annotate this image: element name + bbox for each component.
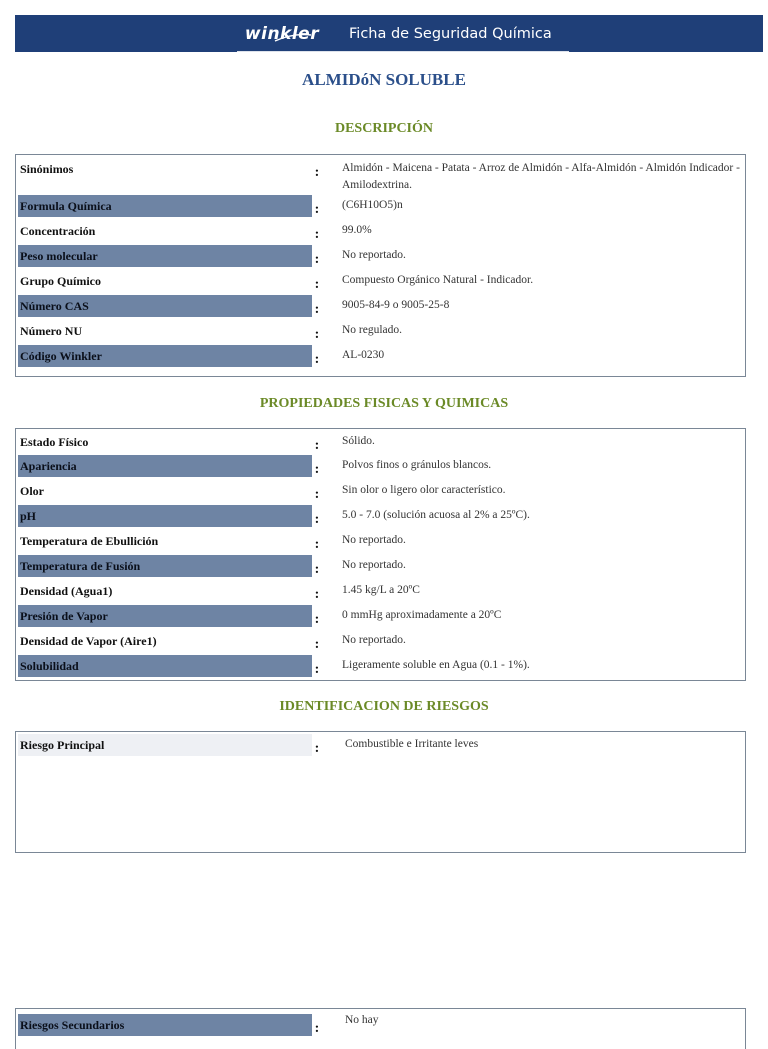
row-colon: : — [314, 487, 320, 502]
row-colon: : — [314, 327, 320, 342]
row-value: AL-0230 — [342, 349, 385, 361]
row-colon: : — [314, 302, 320, 317]
row-value: 1.45 kg/L a 20ºC — [342, 584, 420, 596]
propiedades-table — [15, 428, 746, 681]
row-value: Almidón - Maicena - Patata - Arroz de Almidón - Alfa-Almidón - Almidón Indicador - Amilodextrina. — [342, 162, 740, 191]
row-label: pH — [18, 505, 312, 527]
row-value: Sin olor o ligero olor característico. — [342, 484, 506, 496]
row-label: Temperatura de Ebullición — [20, 534, 159, 548]
row-label: Presión de Vapor — [18, 605, 312, 627]
row-label: Solubilidad — [18, 655, 312, 677]
row-label: Riesgo Principal — [18, 734, 312, 756]
section-title-descripcion: DESCRIPCIÓN — [334, 121, 433, 136]
table-row — [17, 1014, 744, 1037]
row-colon: : — [314, 227, 320, 242]
row-value: 0 mmHg aproximadamente a 20ºC — [342, 609, 502, 621]
table-row — [17, 555, 744, 578]
row-colon: : — [314, 562, 320, 577]
row-colon: : — [314, 165, 320, 180]
row-colon: : — [314, 352, 320, 367]
table-row — [17, 480, 744, 503]
row-label: Riesgos Secundarios — [18, 1014, 312, 1036]
table-row — [17, 505, 744, 528]
row-label: Apariencia — [18, 455, 312, 477]
row-colon: : — [314, 1021, 320, 1036]
row-value: Ligeramente soluble en Agua (0.1 - 1%). — [342, 659, 530, 671]
header-underline — [237, 51, 569, 53]
riesgos-secundarios-box — [15, 1008, 746, 1049]
row-colon: : — [314, 587, 320, 602]
row-label: Sinónimos — [20, 162, 74, 176]
row-colon: : — [314, 741, 320, 756]
row-label: Código Winkler — [18, 345, 312, 367]
table-row — [17, 580, 744, 603]
row-value: No reportado. — [342, 534, 406, 546]
row-value: No regulado. — [342, 324, 403, 336]
row-label: Densidad (Agua1) — [20, 584, 113, 598]
document-title: ALMIDóN SOLUBLE — [302, 70, 466, 89]
row-label: Formula Química — [18, 195, 312, 217]
winkler-logo: winkler — [244, 24, 320, 44]
row-label: Peso molecular — [18, 245, 312, 267]
row-colon: : — [314, 252, 320, 267]
row-value: Polvos finos o gránulos blancos. — [342, 459, 492, 471]
row-label: Número CAS — [18, 295, 312, 317]
row-colon: : — [314, 537, 320, 552]
row-label: Concentración — [20, 224, 96, 238]
table-row — [17, 345, 744, 368]
header-bar — [15, 15, 763, 52]
table-row — [17, 295, 744, 318]
row-colon: : — [314, 438, 320, 453]
row-colon: : — [314, 202, 320, 217]
row-label: Olor — [20, 484, 44, 498]
section-title-riesgos: IDENTIFICACION DE RIESGOS — [279, 699, 489, 714]
riesgo-principal-box — [15, 731, 746, 853]
table-row — [17, 431, 744, 454]
row-value: 9005-84-9 o 9005-25-8 — [342, 299, 450, 311]
row-label: Grupo Químico — [20, 274, 102, 288]
descripcion-table — [15, 154, 746, 377]
row-colon: : — [314, 462, 320, 477]
table-row — [17, 455, 744, 478]
row-value: 5.0 - 7.0 (solución acuosa al 2% a 25ºC). — [342, 509, 530, 521]
row-value: Sólido. — [342, 435, 375, 447]
row-colon: : — [314, 612, 320, 627]
row-value: No reportado. — [342, 634, 406, 646]
row-value: 99.0% — [342, 224, 372, 236]
table-row — [17, 605, 744, 628]
table-row — [17, 270, 744, 293]
table-row — [17, 734, 744, 757]
row-value: No hay — [345, 1014, 379, 1026]
row-label: Estado Físico — [20, 435, 89, 449]
row-value: (C6H10O5)n — [342, 199, 403, 211]
row-label: Densidad de Vapor (Aire1) — [20, 634, 157, 648]
row-label: Número NU — [20, 324, 83, 338]
table-row — [17, 158, 744, 196]
table-row — [17, 630, 744, 653]
header-title: Ficha de Seguridad Química — [349, 26, 552, 42]
table-row — [17, 655, 744, 678]
row-value: Combustible e Irritante leves — [345, 738, 479, 750]
row-value: No reportado. — [342, 249, 406, 261]
table-row — [17, 530, 744, 553]
row-value: No reportado. — [342, 559, 406, 571]
row-value: Compuesto Orgánico Natural - Indicador. — [342, 274, 534, 286]
logo-swoosh-icon — [273, 33, 313, 43]
table-row — [17, 245, 744, 268]
section-title-propiedades: PROPIEDADES FISICAS Y QUIMICAS — [259, 396, 509, 411]
table-row — [17, 195, 744, 218]
row-label: Temperatura de Fusión — [18, 555, 312, 577]
row-colon: : — [314, 662, 320, 677]
row-colon: : — [314, 512, 320, 527]
row-colon: : — [314, 277, 320, 292]
row-colon: : — [314, 637, 320, 652]
table-row — [17, 220, 744, 243]
table-row — [17, 320, 744, 343]
